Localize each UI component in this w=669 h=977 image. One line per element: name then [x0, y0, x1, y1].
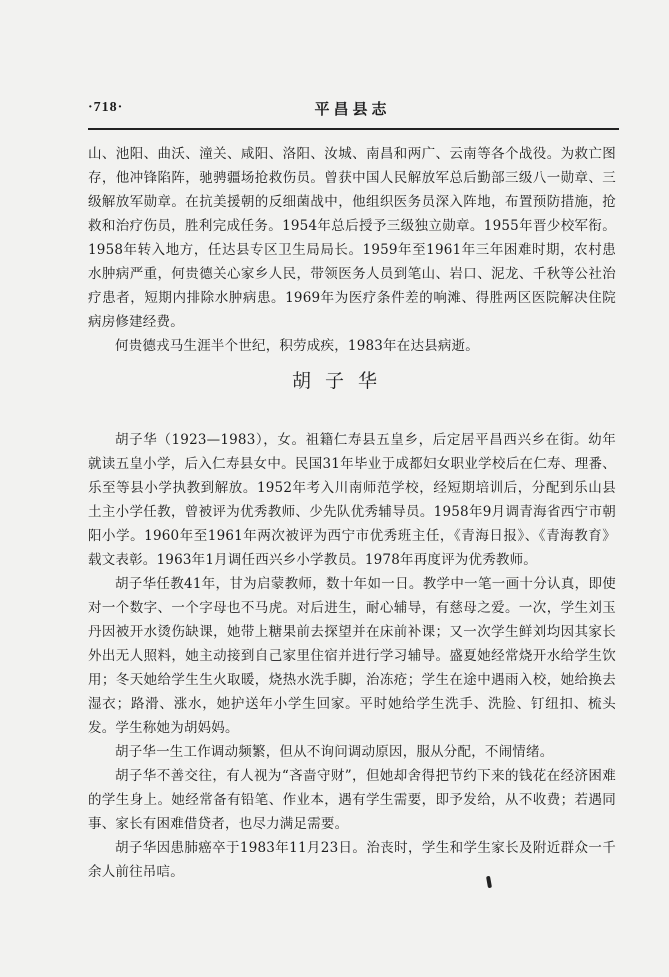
page-number: ·718· [88, 100, 124, 115]
paragraph: 胡子华任教41年，甘为启蒙教师，数十年如一日。教学中一笔一画十分认真，即使对一个数字、一个字母也不马虎。对后进生，耐心辅导，有慈母之爱。一次，学生刘玉丹因被开水烫伤缺课，她带上糖果前去探望并在床前补课；又一次学生鲜刘均因其家长外出无人照料，她主动接到自己家里住宿并进行学习辅导。盛夏她经常烧开水给学生饮用；冬天她给学生生火取暖，烧热水洗手脚，治冻疮；学生在途中遇雨入校，她给换去湿衣；路滑、涨水，她护送年小学生回家。平时她给学生洗手、洗脸、钉纽扣、梳头发。学生称她为胡妈妈。 [88, 576, 616, 736]
paragraph: 胡子华因患肺癌卒于1983年11月23日。治丧时，学生和学生家长及附近群众一千余人前往吊唁。 [88, 840, 616, 880]
biography-he-guide-continued [88, 142, 616, 358]
running-title: 平昌县志 [314, 100, 391, 118]
header-divider [88, 128, 619, 130]
paragraph: 胡子华（1923—1983），女。祖籍仁寿县五皇乡，后定居平昌西兴乡在街。幼年就读五皇小学，后入仁寿县女中。民国31年毕业于成都妇女职业学校后在仁寿、理番、乐至等县小学执教到解放。1952年考入川南师范学校，经短期培训后，分配到乐山县土主小学任教，曾被评为优秀教师、少先队优秀辅导员。1958年9月调青海省西宁市朝阳小学。1960年至1961年两次被评为西宁市优秀班主任，《青海日报》、《青海教育》载文表彰。1963年1月调任西兴乡小学教员。1978年再度评为优秀教师。 [88, 432, 616, 568]
biography-hu-zihua [88, 428, 616, 884]
section-title: 胡子华 [291, 370, 391, 392]
paragraph: 胡子华一生工作调动频繁，但从不询问调动原因，服从分配，不闹情绪。 [115, 744, 554, 760]
paragraph: 何贵德戎马生涯半个世纪，积劳成疾，1983年在达县病逝。 [115, 338, 479, 354]
paragraph: 山、池阳、曲沃、潼关、咸阳、洛阳、汝城、南昌和两广、云南等各个战役。为救亡图存，他冲锋陷阵，驰骋疆场抢救伤员。曾获中国人民解放军总后勤部三级八一勋章、三级解放军勋章。在抗美援朝的反细菌战中，他组织医务员深入阵地，布置预防措施，抢救和治疗伤员，胜利完成任务。1954年总后授予三级独立勋章。1955年晋少校军衔。1958年转入地方，任达县专区卫生局局长。1959年至1961年三年困难时期，农村患水肿病严重，何贵德关心家乡人民，带领医务人员到笔山、岩口、泥龙、千秋等公社治疗患者，短期内排除水肿病患。1969年为医疗条件差的响滩、得胜两区医院解决住院病房修建经费。 [88, 146, 616, 330]
paragraph: 胡子华不善交往，有人视为“吝啬守财”，但她却舍得把节约下来的钱花在经济困难的学生身上。她经常备有铅笔、作业本，遇有学生需要，即予发给，从不收费；若遇同事、家长有困难借贷者，也尽力满足需要。 [88, 768, 616, 832]
page-header [88, 96, 617, 122]
